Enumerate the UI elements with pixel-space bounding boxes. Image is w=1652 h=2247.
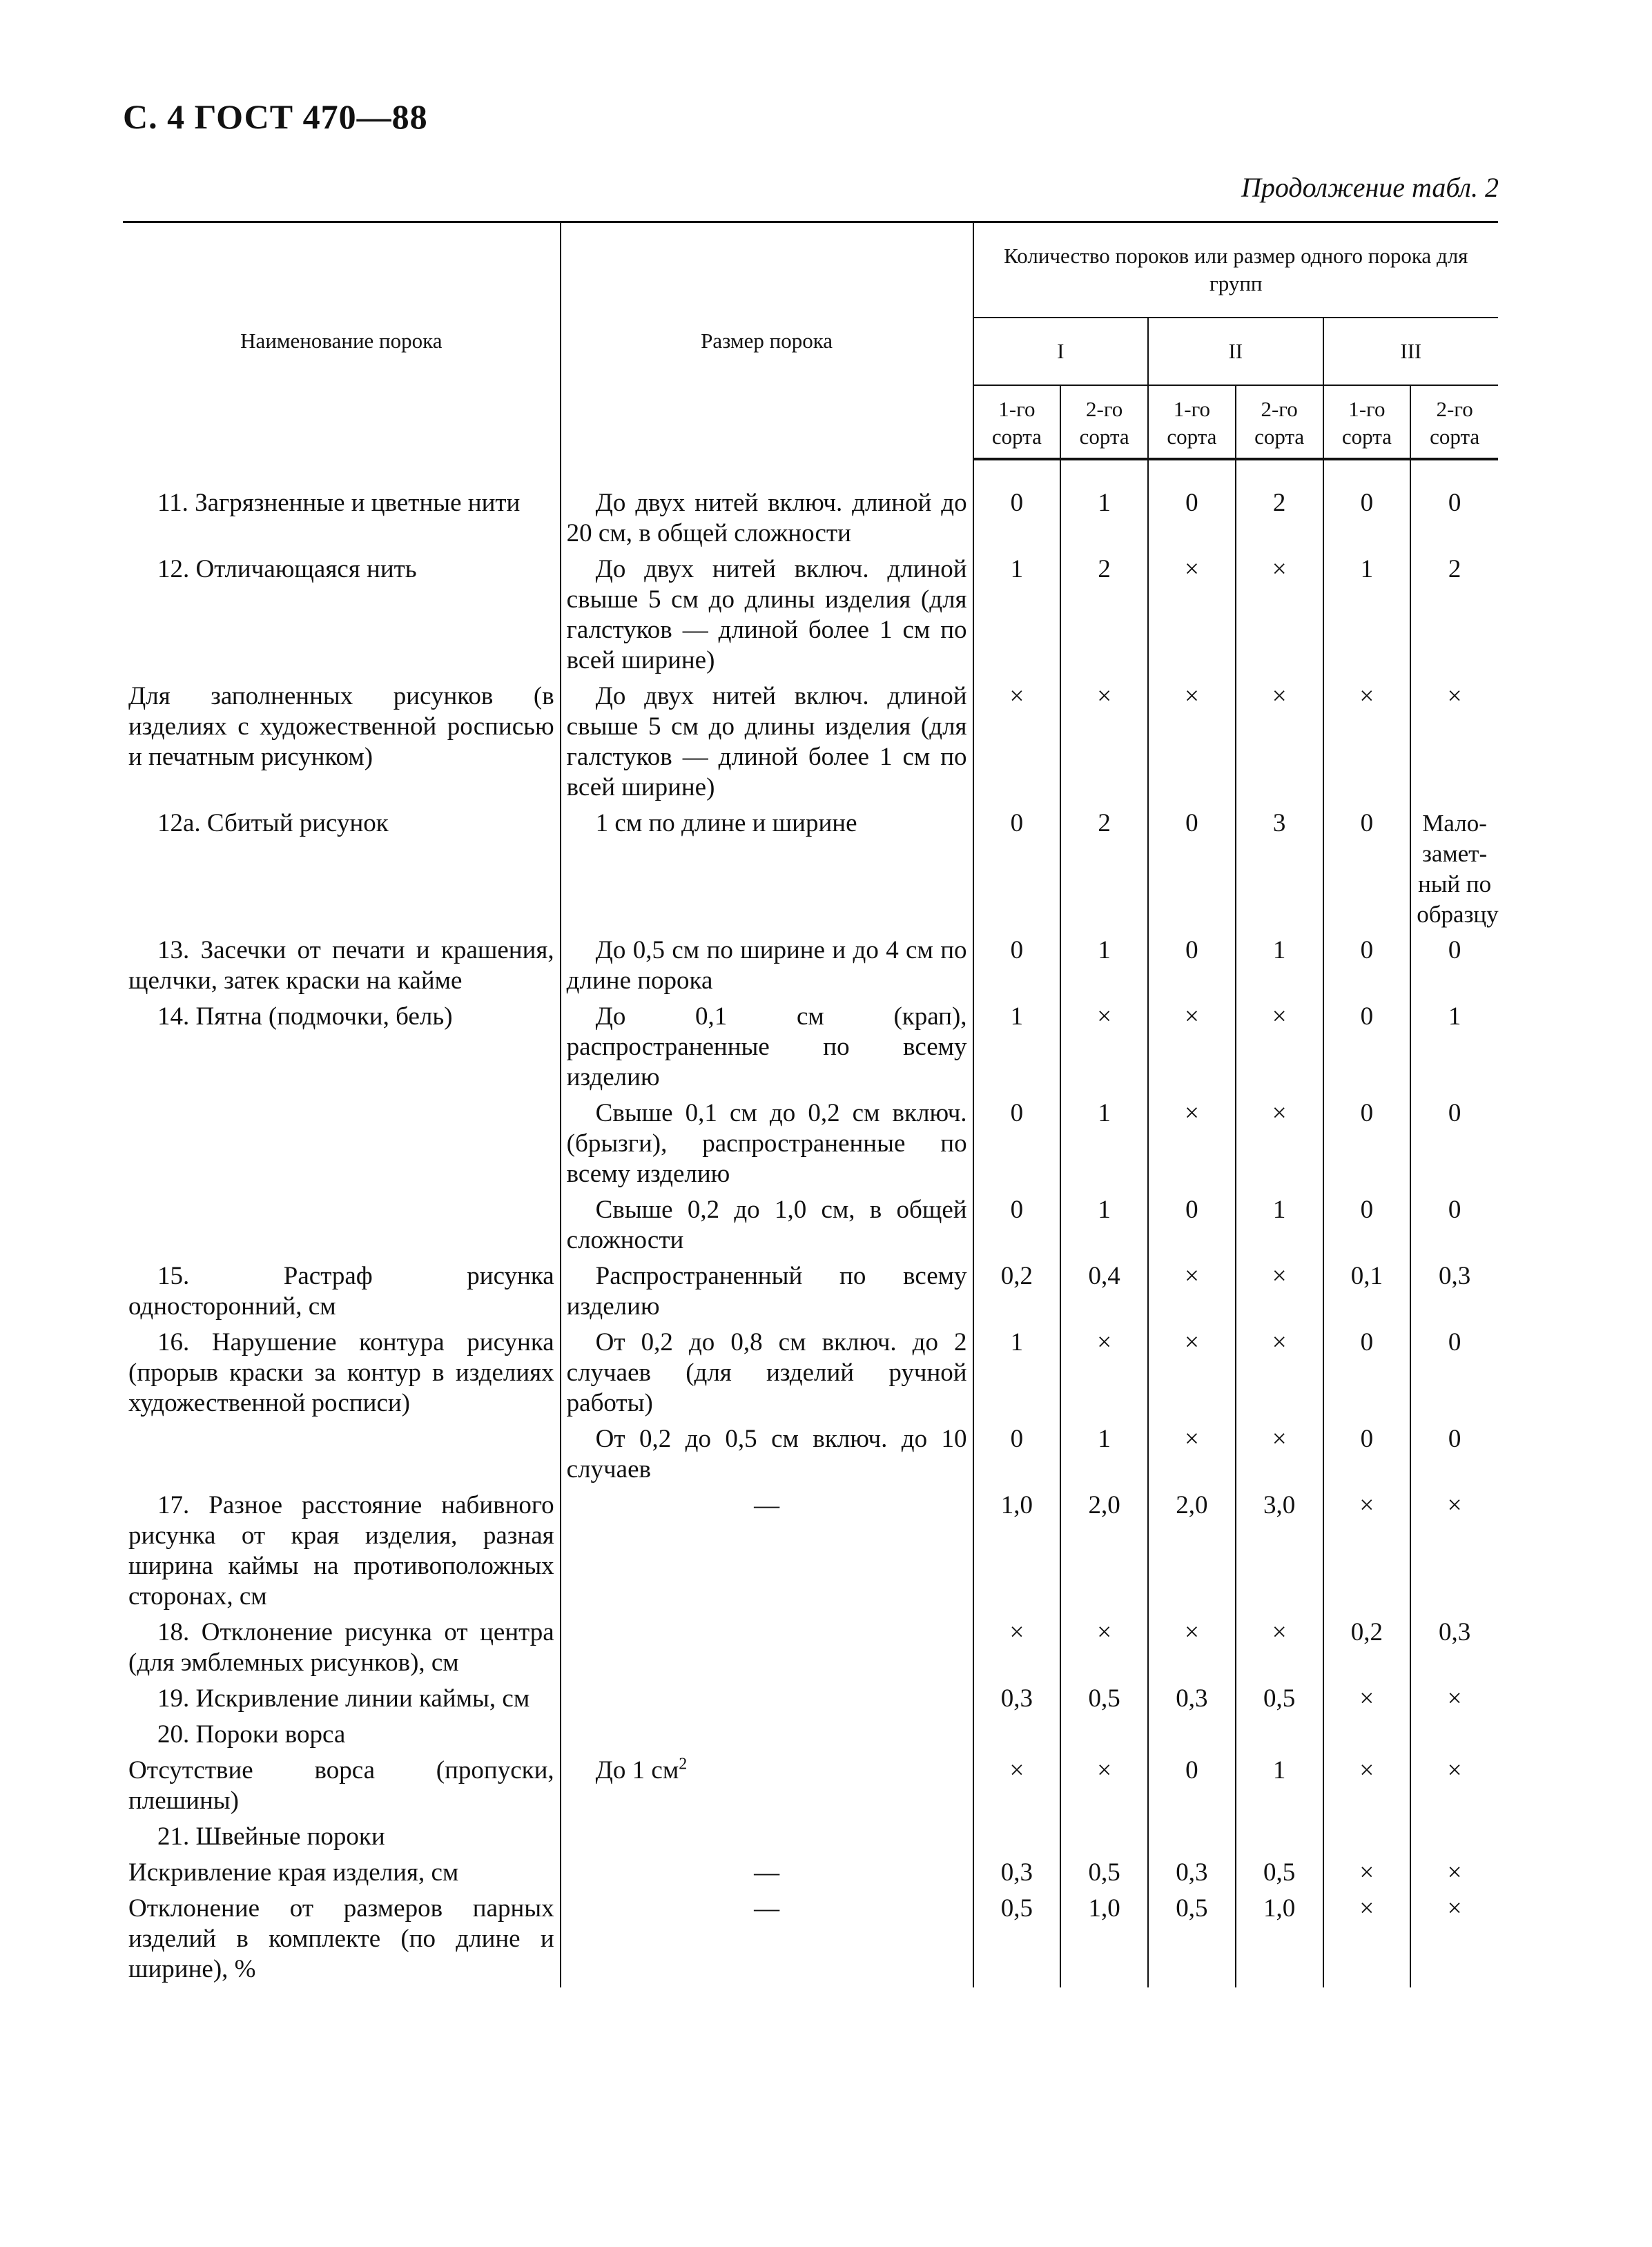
value-cell: 1 bbox=[973, 1325, 1061, 1421]
value-cell: × bbox=[1148, 1615, 1236, 1681]
value-cell: × bbox=[1447, 1894, 1462, 1923]
table-row bbox=[123, 1258, 1498, 1325]
value-cell: × bbox=[1148, 1421, 1236, 1488]
defects-table bbox=[123, 221, 1498, 1987]
value-cell: × bbox=[1323, 1891, 1411, 1987]
value-cell: 1 bbox=[1060, 1096, 1148, 1192]
defect-name: 18. Отклонение рисунка от центра (для эмблемных рисунков), см bbox=[128, 1618, 554, 1677]
value-cell: 0 bbox=[1448, 1099, 1461, 1127]
value-cell bbox=[1148, 1717, 1236, 1753]
value-cell: 1 bbox=[1236, 1192, 1323, 1258]
value-cell bbox=[973, 1717, 1061, 1753]
value-cell: 0,5 bbox=[1060, 1681, 1148, 1717]
table-row bbox=[123, 1488, 1498, 1615]
value-cell: × bbox=[1236, 1325, 1323, 1421]
value-cell: × bbox=[1236, 552, 1323, 679]
value-cell: 3 bbox=[1236, 806, 1323, 933]
defect-size-cell bbox=[561, 1258, 973, 1325]
defect-name-cell bbox=[123, 1753, 561, 1819]
defect-size: До 0,1 см (крап), распространенные по всему изделию bbox=[566, 1002, 967, 1091]
value-cell: 3,0 bbox=[1236, 1488, 1323, 1615]
defect-size-cell bbox=[561, 1891, 973, 1987]
value-cell: 0 bbox=[973, 806, 1061, 933]
table-row bbox=[123, 806, 1498, 933]
defect-size: До 0,5 см по ширине и до 4 см по длине порока bbox=[566, 936, 967, 995]
value-cell: 0 bbox=[973, 933, 1061, 999]
defect-name-cell bbox=[123, 1192, 561, 1258]
value-cell: 0 bbox=[1448, 1328, 1461, 1356]
defect-name-cell bbox=[123, 933, 561, 999]
header-sort: 2-го сорта bbox=[1236, 385, 1323, 459]
defect-size: От 0,2 до 0,8 см включ. до 2 случаев (для изделий ручной работы) bbox=[566, 1328, 967, 1417]
defect-size-cell bbox=[561, 999, 973, 1096]
defect-name: Отсутствие ворса (пропуски, плешины) bbox=[128, 1756, 554, 1815]
value-cell: 2,0 bbox=[1060, 1488, 1148, 1615]
value-cell bbox=[1236, 1819, 1323, 1855]
value-cell: 0 bbox=[1148, 1192, 1236, 1258]
defect-name: Для заполненных рисунков (в изделиях с художественной росписью и печатным рисунком) bbox=[128, 682, 554, 771]
defect-size-cell bbox=[561, 1615, 973, 1681]
defect-size: От 0,2 до 0,5 см включ. до 10 случаев bbox=[566, 1425, 967, 1484]
defect-name: 16. Нарушение контура рисунка (прорыв краски за контур в изделиях художественной росписи) bbox=[128, 1328, 554, 1417]
defect-name-cell bbox=[123, 1681, 561, 1717]
value-cell: × bbox=[973, 1615, 1061, 1681]
defect-size-cell bbox=[561, 1717, 973, 1753]
value-cell: × bbox=[1323, 1681, 1411, 1717]
header-sort: 1-го сорта bbox=[973, 385, 1061, 459]
table-row bbox=[123, 1615, 1498, 1681]
value-cell: 0 bbox=[1323, 485, 1411, 552]
value-cell: 1 bbox=[1060, 1421, 1148, 1488]
defect-name-cell bbox=[123, 1891, 561, 1987]
value-cell bbox=[1323, 1819, 1411, 1855]
value-cell: × bbox=[1060, 999, 1148, 1096]
table-row bbox=[123, 1325, 1498, 1421]
defect-size: До двух нитей включ. длиной до 20 см, в общей сложности bbox=[566, 489, 967, 547]
value-cell: 0 bbox=[1323, 1421, 1411, 1488]
value-cell: 1 bbox=[1060, 1192, 1148, 1258]
value-cell: × bbox=[1236, 1258, 1323, 1325]
value-cell: 2 bbox=[1060, 806, 1148, 933]
value-cell: × bbox=[1236, 999, 1323, 1096]
value-cell: 0,3 bbox=[973, 1681, 1061, 1717]
value-cell: 0 bbox=[1448, 1425, 1461, 1453]
value-cell: 0,3 bbox=[973, 1855, 1061, 1891]
table-row bbox=[123, 1753, 1498, 1819]
table-row bbox=[123, 1096, 1498, 1192]
defect-size: До двух нитей включ. длиной свыше 5 см до длины изделия (для галстуков — длиной более 1 см по всей ширине) bbox=[566, 682, 967, 801]
value-cell: × bbox=[1447, 1756, 1462, 1784]
header-sort: 2-го сорта bbox=[1060, 385, 1148, 459]
value-cell: × bbox=[1323, 679, 1411, 806]
defect-size-cell bbox=[561, 1325, 973, 1421]
value-cell: × bbox=[1236, 1096, 1323, 1192]
value-cell: 1 bbox=[1323, 552, 1411, 679]
value-cell bbox=[1060, 1819, 1148, 1855]
value-cell: × bbox=[1323, 1488, 1411, 1615]
value-cell: × bbox=[973, 679, 1061, 806]
defect-name: 13. Засечки от печати и крашения, щелчки, затек краски на кайме bbox=[128, 936, 554, 995]
value-cell: 1 bbox=[1448, 1002, 1461, 1031]
table-row bbox=[123, 485, 1498, 552]
defect-name: 15. Растраф рисунка односторонний, см bbox=[128, 1262, 554, 1321]
defect-name-cell bbox=[123, 1488, 561, 1615]
value-cell: 0 bbox=[1323, 806, 1411, 933]
defect-size: Свыше 0,1 см до 0,2 см включ. (брызги), распространенные по всему изделию bbox=[566, 1099, 967, 1188]
value-cell: 2 bbox=[1448, 555, 1461, 583]
value-cell: 2,0 bbox=[1148, 1488, 1236, 1615]
value-cell bbox=[973, 1819, 1061, 1855]
defect-name-cell bbox=[123, 1096, 561, 1192]
table-row bbox=[123, 1819, 1498, 1855]
defect-name: Отклонение от размеров парных изделий в комплекте (по длине и ширине), % bbox=[128, 1894, 554, 1983]
value-cell: × bbox=[1060, 1753, 1148, 1819]
header-sort: 1-го сорта bbox=[1148, 385, 1236, 459]
value-cell: 0 bbox=[1148, 485, 1236, 552]
defect-size: Свыше 0,2 до 1,0 см, в общей сложности bbox=[566, 1196, 967, 1254]
defect-size-cell bbox=[561, 679, 973, 806]
defect-name-cell bbox=[123, 485, 561, 552]
value-cell: × bbox=[1447, 1491, 1462, 1519]
defect-size: Распространенный по всему изделию bbox=[566, 1262, 967, 1321]
value-cell: × bbox=[1060, 1615, 1148, 1681]
defect-size-cell bbox=[561, 806, 973, 933]
value-cell: 0 bbox=[1148, 1753, 1236, 1819]
value-cell: 1,0 bbox=[1236, 1891, 1323, 1987]
value-cell: 0 bbox=[1323, 999, 1411, 1096]
defect-size: 1 см по длине и ширине bbox=[595, 809, 857, 837]
value-cell: 0,5 bbox=[1060, 1855, 1148, 1891]
value-cell: × bbox=[973, 1753, 1061, 1819]
header-quantity: Количество пороков или размер одного порока для групп bbox=[973, 222, 1498, 318]
value-cell: 1,0 bbox=[1060, 1891, 1148, 1987]
table-row bbox=[123, 933, 1498, 999]
defect-name-cell bbox=[123, 552, 561, 679]
value-cell: × bbox=[1236, 679, 1323, 806]
table-row bbox=[123, 1717, 1498, 1753]
value-cell: 0 bbox=[1323, 1096, 1411, 1192]
header-defect-name: Наименование порока bbox=[123, 222, 561, 460]
defect-size-cell bbox=[561, 933, 973, 999]
value-cell bbox=[1410, 1717, 1498, 1753]
table-continuation-label: Продолжение табл. 2 bbox=[1241, 172, 1499, 203]
value-cell: 0,5 bbox=[1148, 1891, 1236, 1987]
header-sort: 2-го сорта bbox=[1410, 385, 1498, 459]
value-cell: 1 bbox=[1060, 485, 1148, 552]
value-cell: 0 bbox=[1323, 1192, 1411, 1258]
value-cell: 0 bbox=[1448, 936, 1461, 964]
value-cell: Мало-замет-ный по образцу bbox=[1417, 810, 1499, 928]
value-cell: 0,5 bbox=[1236, 1855, 1323, 1891]
defect-name: 12. Отличающаяся нить bbox=[157, 555, 417, 583]
value-cell: × bbox=[1060, 1325, 1148, 1421]
value-cell: × bbox=[1236, 1615, 1323, 1681]
value-cell bbox=[1236, 1717, 1323, 1753]
header-defect-size: Размер порока bbox=[561, 222, 973, 460]
defect-name-cell bbox=[123, 1819, 561, 1855]
value-cell: 0 bbox=[973, 1421, 1061, 1488]
defect-name-cell bbox=[123, 999, 561, 1096]
header-group-3: III bbox=[1323, 318, 1499, 385]
table-row bbox=[123, 1421, 1498, 1488]
value-cell: 2 bbox=[1060, 552, 1148, 679]
defect-size-cell bbox=[561, 1681, 973, 1717]
defect-name: 20. Пороки ворса bbox=[157, 1720, 346, 1749]
defect-name: 12а. Сбитый рисунок bbox=[157, 809, 389, 837]
defect-size-cell bbox=[561, 1819, 973, 1855]
value-cell: 0 bbox=[1448, 489, 1461, 517]
value-cell: 2 bbox=[1236, 485, 1323, 552]
value-cell: 0,5 bbox=[1236, 1681, 1323, 1717]
value-cell: × bbox=[1148, 679, 1236, 806]
value-cell: × bbox=[1148, 999, 1236, 1096]
value-cell bbox=[1148, 1819, 1236, 1855]
defect-size-cell bbox=[561, 1488, 973, 1615]
value-cell: 0 bbox=[973, 1096, 1061, 1192]
value-cell: 0,3 bbox=[1438, 1262, 1471, 1290]
value-cell: 1 bbox=[1060, 933, 1148, 999]
value-cell: × bbox=[1148, 1258, 1236, 1325]
defect-size-cell bbox=[561, 552, 973, 679]
table-row bbox=[123, 1192, 1498, 1258]
table-row bbox=[123, 999, 1498, 1096]
header-group-1: I bbox=[973, 318, 1148, 385]
value-cell: 0 bbox=[973, 1192, 1061, 1258]
defect-name: 14. Пятна (подмочки, бель) bbox=[157, 1002, 453, 1031]
defect-name: Искривление края изделия, см bbox=[128, 1858, 459, 1887]
value-cell: 0 bbox=[1148, 933, 1236, 999]
page-header: С. 4 ГОСТ 470—88 bbox=[123, 97, 428, 136]
header-sort: 1-го сорта bbox=[1323, 385, 1411, 459]
value-cell: 0,2 bbox=[973, 1258, 1061, 1325]
value-cell: × bbox=[1323, 1753, 1411, 1819]
value-cell: × bbox=[1148, 1096, 1236, 1192]
value-cell bbox=[1060, 1717, 1148, 1753]
value-cell: × bbox=[1447, 1684, 1462, 1713]
value-cell: × bbox=[1148, 1325, 1236, 1421]
value-cell: 0,1 bbox=[1323, 1258, 1411, 1325]
defect-size: — bbox=[754, 1858, 780, 1887]
value-cell: × bbox=[1447, 1858, 1462, 1887]
value-cell: 1 bbox=[1236, 933, 1323, 999]
defect-size: До 1 см bbox=[595, 1756, 679, 1784]
defect-size-cell bbox=[561, 1753, 973, 1819]
table-row bbox=[123, 1681, 1498, 1717]
value-cell: 1 bbox=[1236, 1753, 1323, 1819]
table-row bbox=[123, 552, 1498, 679]
value-cell bbox=[1410, 1819, 1498, 1855]
defect-size-cell bbox=[561, 485, 973, 552]
defect-name-cell bbox=[123, 1421, 561, 1488]
defect-name-cell bbox=[123, 1717, 561, 1753]
value-cell: 0,5 bbox=[973, 1891, 1061, 1987]
value-cell: 0 bbox=[1323, 1325, 1411, 1421]
defect-name-cell bbox=[123, 1258, 561, 1325]
value-cell: 0,3 bbox=[1148, 1855, 1236, 1891]
value-cell: × bbox=[1148, 552, 1236, 679]
defect-size-cell bbox=[561, 1855, 973, 1891]
header-group-2: II bbox=[1148, 318, 1323, 385]
defect-size: — bbox=[754, 1491, 780, 1519]
value-cell: 1,0 bbox=[973, 1488, 1061, 1615]
value-cell: × bbox=[1323, 1855, 1411, 1891]
defect-name-cell bbox=[123, 679, 561, 806]
value-cell: 0 bbox=[1323, 933, 1411, 999]
defect-name-cell bbox=[123, 1855, 561, 1891]
defect-name: 21. Швейные пороки bbox=[157, 1822, 385, 1851]
value-cell: × bbox=[1060, 679, 1148, 806]
value-cell bbox=[1323, 1717, 1411, 1753]
defect-name: 19. Искривление линии каймы, см bbox=[157, 1684, 530, 1713]
defect-name-cell bbox=[123, 1615, 561, 1681]
defect-name: 17. Разное расстояние набивного рисунка от края изделия, разная ширина каймы на противоположных сторонах, см bbox=[128, 1491, 554, 1611]
value-cell: 0,2 bbox=[1323, 1615, 1411, 1681]
defect-name-cell bbox=[123, 1325, 561, 1421]
value-cell: 0,3 bbox=[1438, 1618, 1471, 1646]
defect-name: 11. Загрязненные и цветные нити bbox=[157, 489, 521, 517]
value-cell: × bbox=[1447, 682, 1462, 710]
defect-name-cell bbox=[123, 806, 561, 933]
defect-size: — bbox=[754, 1894, 780, 1923]
value-cell: 1 bbox=[973, 999, 1061, 1096]
value-cell: 0 bbox=[973, 485, 1061, 552]
table-row bbox=[123, 1891, 1498, 1987]
unit-superscript: 2 bbox=[679, 1755, 688, 1773]
value-cell: 0,4 bbox=[1060, 1258, 1148, 1325]
defect-size: До двух нитей включ. длиной свыше 5 см до длины изделия (для галстуков — длиной более 1 см по всей ширине) bbox=[566, 555, 967, 674]
defect-size-cell bbox=[561, 1096, 973, 1192]
table-row bbox=[123, 679, 1498, 806]
table-row bbox=[123, 1855, 1498, 1891]
value-cell: 1 bbox=[973, 552, 1061, 679]
defect-size-cell bbox=[561, 1192, 973, 1258]
defect-size-cell bbox=[561, 1421, 973, 1488]
table-body bbox=[123, 459, 1498, 1987]
value-cell: 0,3 bbox=[1148, 1681, 1236, 1717]
value-cell: 0 bbox=[1148, 806, 1236, 933]
value-cell: × bbox=[1236, 1421, 1323, 1488]
value-cell: 0 bbox=[1448, 1196, 1461, 1224]
